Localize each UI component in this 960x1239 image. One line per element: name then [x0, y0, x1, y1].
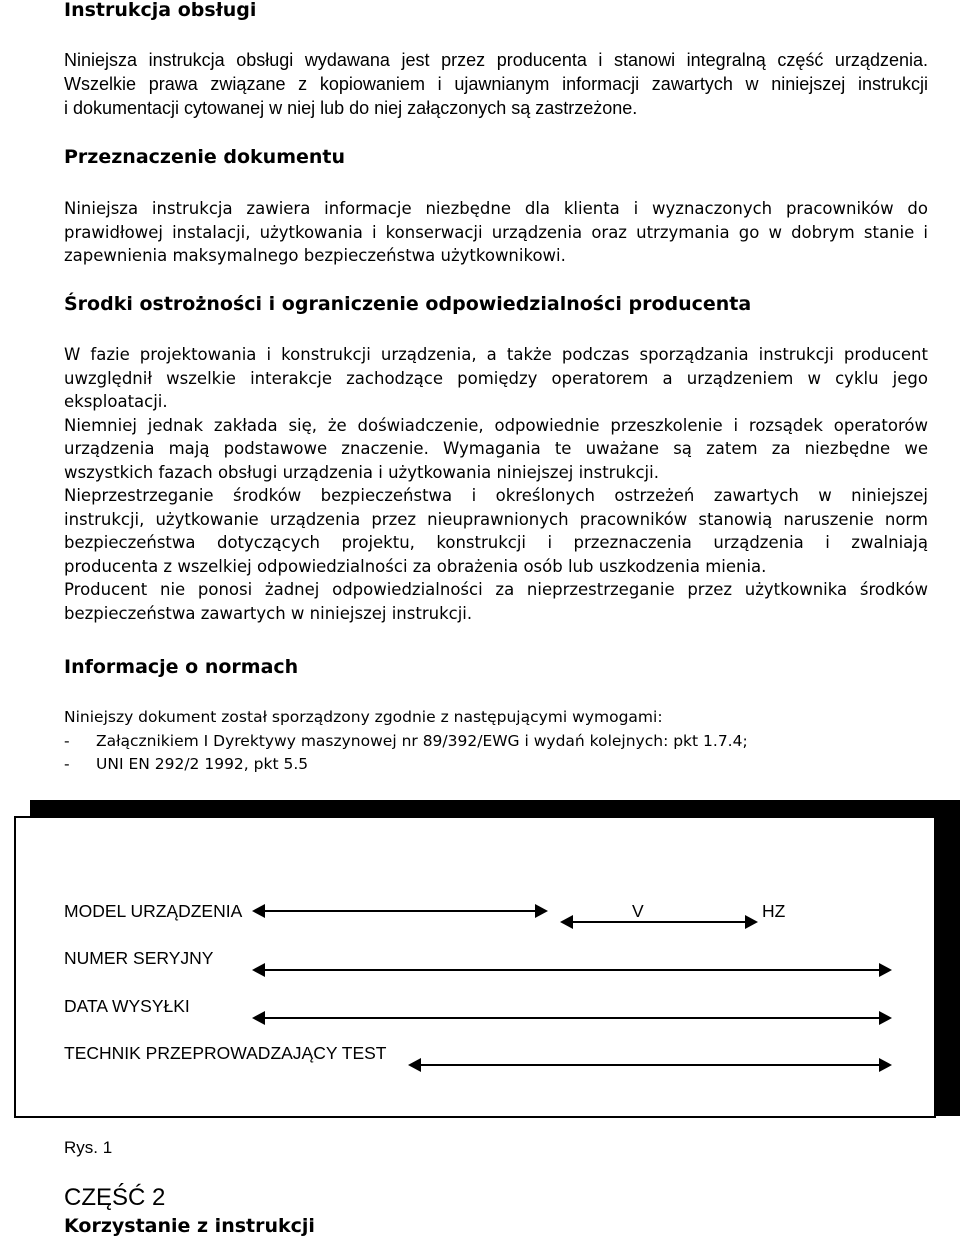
double-arrow-icon [264, 1017, 880, 1019]
standards-item-text: Załącznikiem I Dyrektywy maszynowej nr 89/392/EWG i wydań kolejnych: pkt 1.7.4; [96, 732, 748, 750]
standards-item-text: UNI EN 292/2 1992, pkt 5.5 [96, 755, 309, 773]
technician-label: TECHNIK PRZEPROWADZAJĄCY TEST [64, 1043, 387, 1063]
list-dash: - [64, 732, 70, 750]
paragraph-line: prawidłowej instalacji, użytkowania i konserwacji urządzenia oraz utrzymania go w dobrym stanie i [64, 222, 928, 242]
paragraph-line: eksploatacji. [64, 392, 168, 411]
paragraph-line: Wszelkie prawa związane z kopiowaniem i ujawnianym informacji zawartych w niniejszej instrukcji [64, 74, 928, 94]
instructions-paragraph [64, 48, 928, 120]
paragraph-line: producenta z wszelkiej odpowiedzialności za obrażenia osób lub uszkodzenia mienia. [64, 556, 767, 576]
frequency-label: HZ [762, 901, 786, 921]
paragraph-line: zapewnienia maksymalnego bezpieczeństwa użytkownikowi. [64, 246, 566, 265]
paragraph-line: W fazie projektowania i konstrukcji urządzenia, a także podczas sporządzania instrukcji producent [64, 345, 928, 364]
standards-intro: Niniejszy dokument został sporządzony zgodnie z następującymi wymogami: [64, 708, 663, 726]
ship-date-label: DATA WYSYŁKI [64, 996, 190, 1016]
model-label: MODEL URZĄDZENIA [64, 901, 243, 921]
serial-number-label: NUMER SERYJNY [64, 948, 214, 968]
double-arrow-icon [420, 1064, 880, 1066]
paragraph-line: bezpieczeństwa zawartych w niniejszej instrukcji. [64, 603, 473, 623]
paragraph-line: urządzenia mają podstawowe znaczenie. Wymagania te uważane są zatem za niezbędne we [64, 439, 928, 458]
double-arrow-icon [264, 910, 536, 912]
precautions-paragraph [64, 343, 928, 625]
voltage-label: V [632, 901, 644, 921]
paragraph-line: Niniejsza instrukcja obsługi wydawana jest przez producenta i stanowi integralną część urządzenia. [64, 50, 928, 70]
paragraph-line: instrukcji, użytkowanie urządzenia przez nieuprawnionych pracowników stanowią naruszenie norm [64, 509, 928, 529]
double-arrow-icon [264, 969, 880, 971]
standards-item [64, 752, 308, 776]
purpose-paragraph [64, 197, 928, 268]
paragraph-line: Nieprzestrzeganie środków bezpieczeństwa i określonych ostrzeżeń zawartych w niniejszej [64, 486, 928, 505]
paragraph-line: bezpieczeństwa dotyczących projektu, konstrukcji i przeznaczenia urządzenia i zwalniają [64, 533, 928, 552]
paragraph-line: wszystkich fazach obsługi urządzenia i użytkowania niniejszej instrukcji. [64, 462, 659, 482]
list-dash: - [64, 755, 70, 773]
paragraph-line: Producent nie ponosi żadnej odpowiedzialności za nieprzestrzeganie przez użytkownika środków [64, 580, 928, 599]
section-title-precautions: Środki ostrożności i ograniczenie odpowiedzialności producenta [64, 293, 752, 315]
paragraph-line: i dokumentacji cytowanej w niej lub do niej załączonych są zastrzeżone. [64, 98, 638, 118]
section-title-instructions: Instrukcja obsługi [64, 0, 257, 21]
paragraph-line: uwzględnił wszelkie interakcje zachodzące pomiędzy operatorem a urządzeniem w cyklu jego [64, 368, 928, 388]
part-title: Korzystanie z instrukcji [64, 1215, 315, 1237]
figure-caption: Rys. 1 [64, 1138, 113, 1157]
section-title-purpose: Przeznaczenie dokumentu [64, 146, 346, 168]
standards-item [64, 729, 748, 753]
paragraph-line: Niemniej jednak zakłada się, że doświadczenie, odpowiednie przeszkolenie i rozsądek operatorów [64, 415, 928, 435]
section-title-standards: Informacje o normach [64, 656, 299, 678]
paragraph-line: Niniejsza instrukcja zawiera informacje niezbędne dla klienta i wyznaczonych pracowników do [64, 199, 928, 218]
double-arrow-icon [572, 921, 746, 923]
part-number: CZĘŚĆ 2 [64, 1184, 166, 1211]
